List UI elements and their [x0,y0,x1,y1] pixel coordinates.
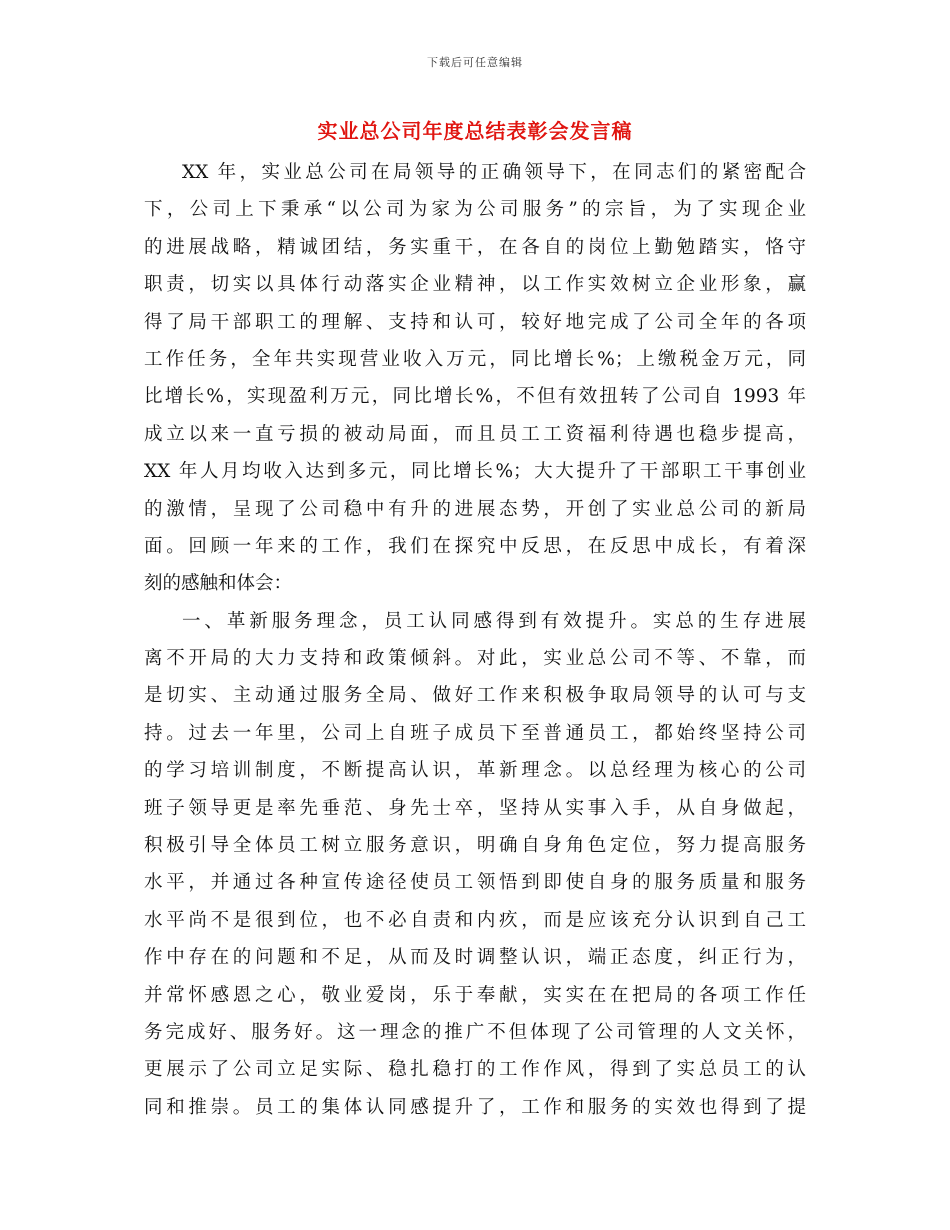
text-line: 是切实、主动通过服务全局、做好工作来积极争取局领导的认可与支 [144,685,806,707]
text-line: 积极引导全体员工树立服务意识，明确自身角色定位，努力提高服务 [144,835,806,857]
text-line: 作中存在的问题和不足，从而及时调整认识，端正态度，纠正行为， [144,947,806,969]
text-line: 一、革新服务理念，员工认同感得到有效提升。实总的生存进展 [182,610,806,632]
text-line: 成立以来一直亏损的被动局面，而且员工工资福利待遇也稳步提高， [144,423,806,445]
text-line: 的学习培训制度，不断提高认识，革新理念。以总经理为核心的公司 [144,760,806,782]
text-line: XX 年人月均收入达到多元，同比增长%；大大提升了干部职工干事创业 [144,461,806,483]
header-note: 下载后可任意编辑 [427,56,523,69]
text-line: 工作任务，全年共实现营业收入万元，同比增长%；上缴税金万元，同 [144,348,806,370]
text-line: 班子领导更是率先垂范、身先士卒，坚持从实事入手，从自身做起， [144,797,806,819]
document-body [144,154,806,1126]
text-line: 的激情，呈现了公司稳中有升的进展态势，开创了实业总公司的新局 [144,498,806,520]
text-line: 同和推崇。员工的集体认同感提升了，工作和服务的实效也得到了提 [144,1096,806,1118]
text-line: 务完成好、服务好。这一理念的推广不但体现了公司管理的人文关怀， [144,1021,806,1043]
text-line: 得了局干部职工的理解、支持和认可，较好地完成了公司全年的各项 [144,311,806,333]
document-title: 实业总公司年度总结表彰会发言稿 [317,119,633,143]
text-line: 下，公司上下秉承“以公司为家为公司服务”的宗旨，为了实现企业 [144,199,806,221]
text-line: 的进展战略，精诚团结，务实重干，在各自的岗位上勤勉踏实，恪守 [144,236,806,258]
text-line: 职责，切实以具体行动落实企业精神，以工作实效树立企业形象，赢 [144,274,806,296]
text-line: XX 年，实业总公司在局领导的正确领导下，在同志们的紧密配合 [182,162,806,183]
text-line: 更展示了公司立足实际、稳扎稳打的工作作风，得到了实总员工的认 [144,1059,806,1081]
text-line: 离不开局的大力支持和政策倾斜。对此，实业总公司不等、不靠，而 [144,648,806,670]
text-line: 水平，并通过各种宣传途径使员工领悟到即使自身的服务质量和服务 [144,872,806,894]
text-line: 比增长%，实现盈利万元，同比增长%，不但有效扭转了公司自 1993 年 [144,386,806,408]
text-line: 并常怀感恩之心，敬业爱岗，乐于奉献，实实在在把局的各项工作任 [144,984,806,1006]
text-line: 刻的感触和体会： [144,573,293,595]
text-line: 水平尚不是很到位，也不必自责和内疚，而是应该充分认识到自己工 [144,909,806,931]
text-line: 面。回顾一年来的工作，我们在探究中反思，在反思中成长，有着深 [144,535,806,557]
text-line: 持。过去一年里，公司上自班子成员下至普通员工，都始终坚持公司 [144,722,806,744]
